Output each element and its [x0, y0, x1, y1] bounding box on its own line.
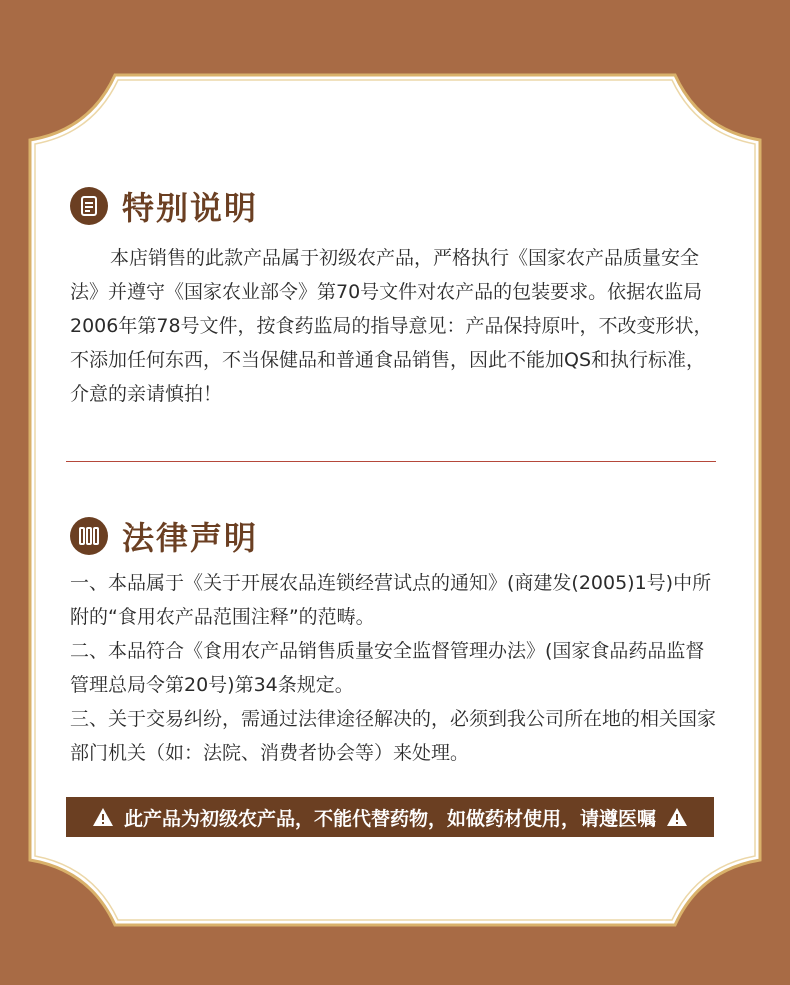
warning-icon	[92, 807, 114, 827]
section-title-special-notice: 特别说明	[122, 189, 259, 227]
legal-item: 一、本品属于《关于开展农品连锁经营试点的通知》(商建发(2005)1号)中所附的“食用农产品范围注释”的范畴。	[70, 572, 712, 628]
legal-list	[70, 566, 718, 770]
warning-icon	[666, 807, 688, 827]
legal-item: 二、本品符合《食用农产品销售质量安全监督管理办法》(国家食品药品监督管理总局令第20号)第34条规定。	[70, 640, 705, 696]
warning-text: 此产品为初级农产品，不能代替药物，如做药材使用，请遵医嘱	[123, 807, 656, 830]
warning-banner	[66, 797, 714, 837]
books-icon	[70, 517, 108, 555]
special-notice-body: 本店销售的此款产品属于初级农产品，严格执行《国家农产品质量安全法》并遵守《国家农业部令》第70号文件对农产品的包装要求。依据农监局2006年第78号文件，按食药监局的指导意见：产品保持原叶，不改变形状，不添加任何东西，不当保健品和普通食品销售，因此不能加QS和执行标准，介意的亲请慎拍！	[70, 247, 713, 405]
legal-item: 三、关于交易纠纷，需通过法律途径解决的，必须到我公司所在地的相关国家部门机关（如：法院、消费者协会等）来处理。	[70, 708, 717, 764]
section-legal-header	[70, 516, 258, 556]
section-special-notice-header	[70, 186, 258, 226]
section-divider	[66, 461, 716, 462]
document-icon	[70, 187, 108, 225]
section-title-legal: 法律声明	[122, 519, 259, 557]
